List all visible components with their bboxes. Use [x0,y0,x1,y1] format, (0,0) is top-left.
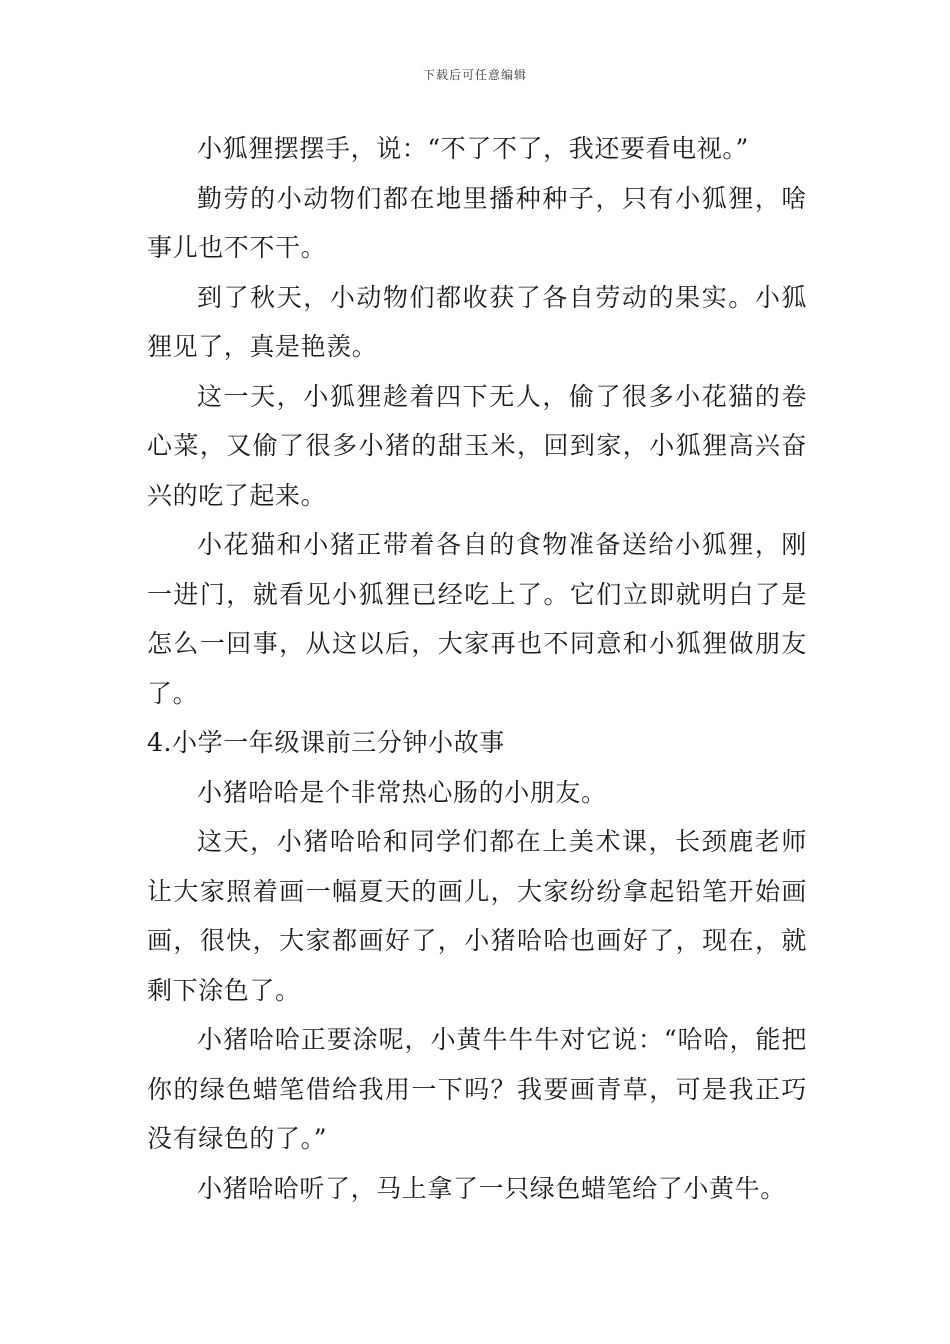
paragraph: 到了秋天，小动物们都收获了各自劳动的果实。小狐狸见了，真是艳羡。 [147,282,807,361]
page-header: 下载后可任意编辑 [422,68,527,82]
paragraph: 勤劳的小动物们都在地里播种种子，只有小狐狸，啥事儿也不不干。 [147,183,807,262]
document-body [147,124,807,1213]
paragraph: 小猪哈哈是个非常热心肠的小朋友。 [197,777,607,807]
paragraph: 小猪哈哈正要涂呢，小黄牛牛牛对它说：“哈哈，能把你的绿色蜡笔借给我用一下吗？我要画青草，可是我正巧没有绿色的了。” [147,1025,807,1153]
section-heading: 4.小学一年级课前三分钟小故事 [147,728,505,757]
paragraph: 这天，小猪哈哈和同学们都在上美术课，长颈鹿老师让大家照着画一幅夏天的画儿，大家纷纷拿起铅笔开始画画，很快，大家都画好了，小猪哈哈也画好了，现在，就剩下涂色了。 [147,827,807,1005]
paragraph: 这一天，小狐狸趁着四下无人，偷了很多小花猫的卷心菜，又偷了很多小猪的甜玉米，回到家，小狐狸高兴奋兴的吃了起来。 [147,381,807,510]
paragraph: 小狐狸摆摆手，说：“不了不了，我还要看电视。” [197,134,749,163]
paragraph: 小猪哈哈听了，马上拿了一只绿色蜡笔给了小黄牛。 [197,1173,786,1203]
paragraph: 小花猫和小猪正带着各自的食物准备送给小狐狸，刚一进门，就看见小狐狸已经吃上了。它们立即就明白了是怎么一回事，从这以后，大家再也不同意和小狐狸做朋友了。 [147,530,807,708]
